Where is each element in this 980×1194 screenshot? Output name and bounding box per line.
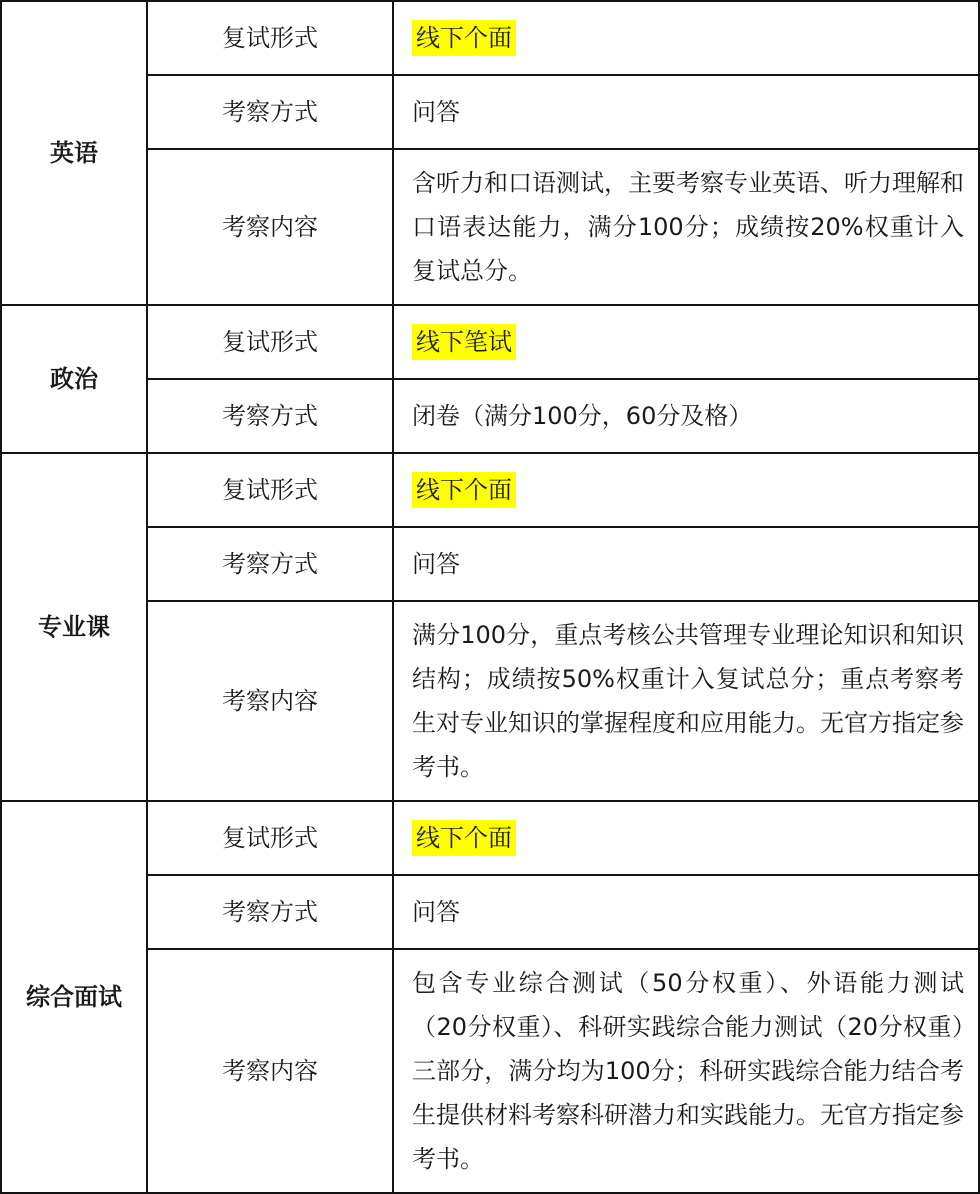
row-value: 满分100分，重点考核公共管理专业理论知识和知识结构；成绩按50%权重计入复试总分；重点考察考生对专业知识的掌握程度和应用能力。无官方指定参考书。 [393, 601, 979, 801]
row-label: 复试形式 [147, 801, 393, 875]
table-row [1, 1, 979, 75]
table-row [1, 305, 979, 379]
row-value [393, 453, 979, 527]
row-value: 含听力和口语测试，主要考察专业英语、听力理解和口语表达能力，满分100分；成绩按20%权重计入复试总分。 [393, 149, 979, 305]
row-value: 闭卷（满分100分，60分及格） [393, 379, 979, 453]
highlighted-value: 线下个面 [412, 472, 516, 508]
row-label: 考察内容 [147, 949, 393, 1193]
table-row [1, 601, 979, 801]
row-label: 考察内容 [147, 601, 393, 801]
table-row [1, 379, 979, 453]
row-value: 问答 [393, 75, 979, 149]
table-row [1, 453, 979, 527]
subject-cell: 英语 [1, 1, 147, 305]
highlighted-value: 线下个面 [412, 820, 516, 856]
row-value [393, 801, 979, 875]
row-label: 考察方式 [147, 527, 393, 601]
row-value [393, 305, 979, 379]
row-label: 考察方式 [147, 379, 393, 453]
row-label: 复试形式 [147, 305, 393, 379]
table-row [1, 801, 979, 875]
table-row [1, 527, 979, 601]
row-value [393, 1, 979, 75]
table-row [1, 149, 979, 305]
row-label: 考察内容 [147, 149, 393, 305]
highlighted-value: 线下笔试 [412, 324, 516, 360]
highlighted-value: 线下个面 [412, 20, 516, 56]
row-label: 考察方式 [147, 875, 393, 949]
table-row [1, 875, 979, 949]
table-row [1, 949, 979, 1193]
row-label: 复试形式 [147, 1, 393, 75]
row-label: 考察方式 [147, 75, 393, 149]
row-label: 复试形式 [147, 453, 393, 527]
table-row [1, 75, 979, 149]
row-value: 包含专业综合测试（50分权重）、外语能力测试（20分权重）、科研实践综合能力测试（20分权重）三部分，满分均为100分；科研实践综合能力结合考生提供材料考察科研潜力和实践能力。无官方指定参考书。 [393, 949, 979, 1193]
subject-cell: 综合面试 [1, 801, 147, 1193]
subject-cell: 政治 [1, 305, 147, 453]
row-value: 问答 [393, 875, 979, 949]
subject-cell: 专业课 [1, 453, 147, 801]
row-value: 问答 [393, 527, 979, 601]
